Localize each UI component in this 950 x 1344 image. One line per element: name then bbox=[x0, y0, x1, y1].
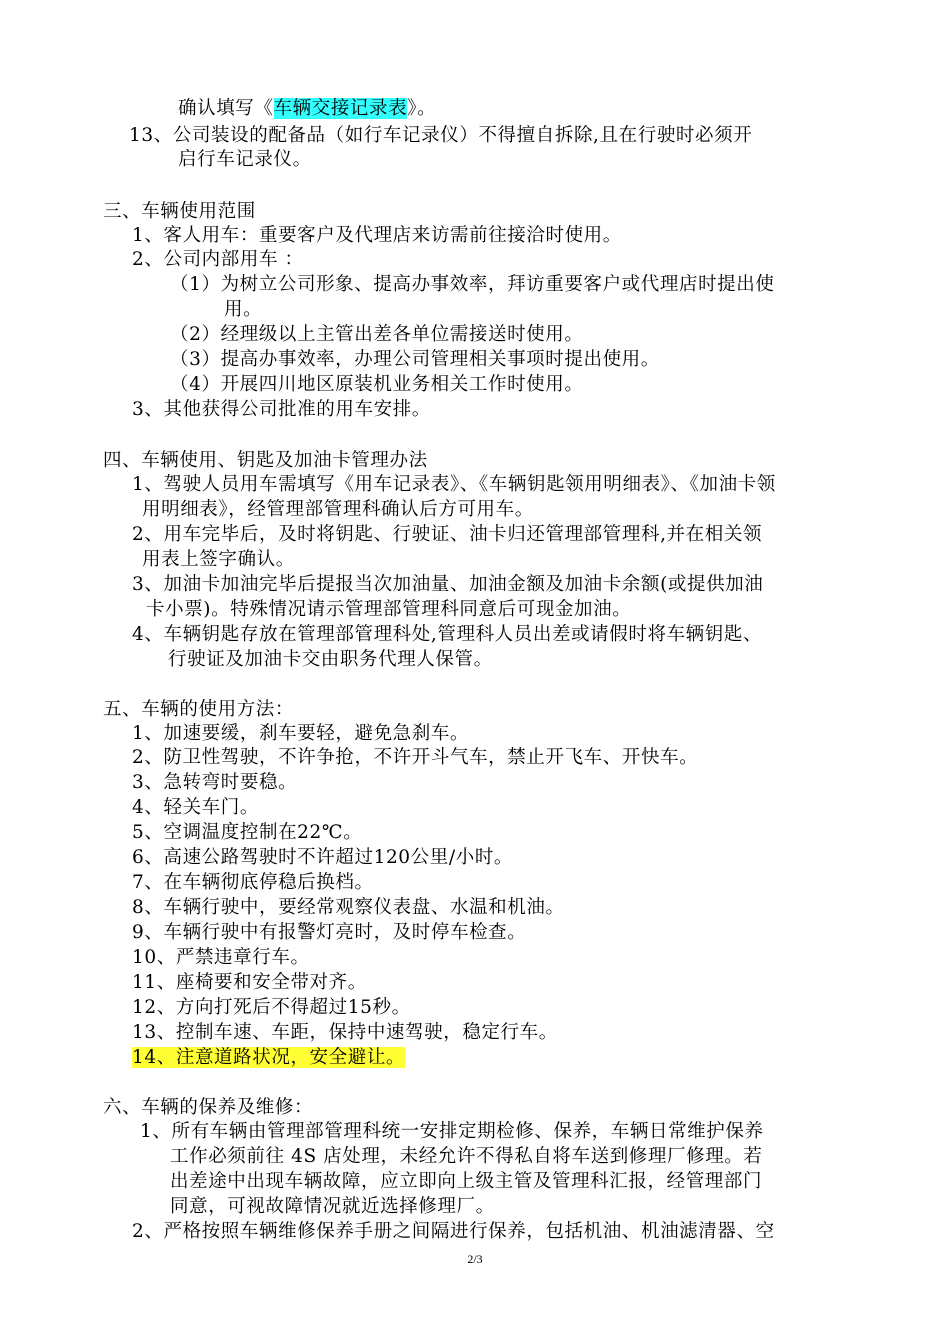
text-line bbox=[170, 1194, 495, 1220]
text-run: 三、车辆使用范围 bbox=[103, 201, 256, 222]
highlighted-text: 14、注意道路状况，安全避让。 bbox=[132, 1047, 406, 1068]
text-line bbox=[170, 1144, 763, 1170]
text-run: 启行车记录仪。 bbox=[178, 149, 312, 170]
text-line bbox=[129, 123, 752, 149]
text-line bbox=[132, 1045, 405, 1071]
text-line bbox=[170, 322, 583, 348]
text-run: 1、加速要缓，刹车要轻，避免急刹车。 bbox=[132, 723, 470, 744]
text-line bbox=[224, 297, 262, 323]
text-run: （1）为树立公司形象、提高办事效率，拜访重要客户或代理店时提出使 bbox=[170, 274, 775, 295]
text-run: 》。 bbox=[407, 98, 437, 119]
text-line bbox=[132, 920, 526, 946]
text-line bbox=[132, 970, 367, 996]
text-line bbox=[132, 795, 259, 821]
text-run: 11、座椅要和安全带对齐。 bbox=[132, 972, 367, 993]
text-run: 3、加油卡加油完毕后提报当次加油量、加油金额及加油卡余额(或提供加油 bbox=[132, 574, 764, 595]
text-run: 五、车辆的使用方法： bbox=[103, 699, 295, 720]
text-line bbox=[103, 448, 428, 474]
text-run: 6、高速公路驾驶时不许超过120公里/小时。 bbox=[132, 847, 514, 868]
text-run: 四、车辆使用、钥匙及加油卡管理办法 bbox=[103, 450, 428, 471]
text-run: 4、车辆钥匙存放在管理部管理科处,管理科人员出差或请假时将车辆钥匙、 bbox=[132, 624, 763, 645]
text-run: 5、空调温度控制在22℃。 bbox=[132, 822, 363, 843]
text-line bbox=[132, 1219, 775, 1245]
highlighted-text: 车辆交接记录表 bbox=[273, 98, 408, 119]
text-line bbox=[140, 1119, 764, 1145]
text-run: 用。 bbox=[224, 299, 263, 320]
text-line bbox=[132, 572, 763, 598]
text-line bbox=[132, 1020, 558, 1046]
text-line bbox=[132, 622, 762, 648]
text-run: （3）提高办事效率，办理公司管理相关事项时提出使用。 bbox=[170, 349, 660, 370]
text-run: 2、公司内部用车 ： bbox=[132, 249, 304, 270]
text-run: （4）开展四川地区原装机业务相关工作时使用。 bbox=[170, 374, 584, 395]
text-line bbox=[132, 223, 622, 249]
text-run: 六、车辆的保养及维修： bbox=[103, 1097, 314, 1118]
text-run: 1、所有车辆由管理部管理科统一安排定期检修、保养，车辆日常维护保养 bbox=[140, 1121, 764, 1142]
text-run: 3、急转弯时要稳。 bbox=[132, 772, 298, 793]
text-run: （2）经理级以上主管出差各单位需接送时使用。 bbox=[170, 324, 584, 345]
text-run: 1、客人用车：重要客户及代理店来访需前往接洽时使用。 bbox=[132, 225, 622, 246]
text-line bbox=[132, 945, 310, 971]
text-line bbox=[142, 547, 295, 573]
text-line bbox=[132, 247, 304, 273]
text-line bbox=[170, 1169, 762, 1195]
text-run: 工作必须前往 4S 店处理，未经允许不得私自将车送到修理厂修理。若 bbox=[170, 1146, 763, 1167]
text-line bbox=[132, 770, 297, 796]
text-line bbox=[132, 721, 469, 747]
text-run: 7、在车辆彻底停稳后换档。 bbox=[132, 872, 374, 893]
text-run: 卡小票)。特殊情况请示管理部管理科同意后可现金加油。 bbox=[146, 599, 632, 620]
text-line bbox=[170, 372, 583, 398]
text-line bbox=[103, 1095, 313, 1121]
text-line bbox=[132, 522, 762, 548]
text-line bbox=[168, 647, 493, 673]
text-run: 1、驾驶人员用车需填写《用车记录表》、《车辆钥匙领用明细表》、《加油卡领 bbox=[132, 474, 776, 495]
text-line bbox=[170, 347, 660, 373]
text-run: 行驶证及加油卡交由职务代理人保管。 bbox=[168, 649, 493, 670]
text-run: 确认填写《 bbox=[178, 98, 274, 119]
text-line bbox=[170, 272, 774, 298]
text-line bbox=[103, 697, 294, 723]
text-run: 13、公司装设的配备品（如行车记录仪）不得擅自拆除,且在行驶时必须开 bbox=[129, 125, 753, 146]
text-line bbox=[146, 597, 631, 623]
text-line bbox=[142, 497, 534, 523]
text-line bbox=[103, 199, 256, 225]
text-line bbox=[132, 870, 374, 896]
text-run: 用表上签字确认。 bbox=[142, 549, 295, 570]
text-run: 出差途中出现车辆故障，应立即向上级主管及管理科汇报，经管理部门 bbox=[170, 1171, 763, 1192]
text-run: 10、严禁违章行车。 bbox=[132, 947, 310, 968]
text-run: 用明细表》，经管理部管理科确认后方可用车。 bbox=[142, 499, 534, 520]
text-line bbox=[132, 995, 411, 1021]
text-run: 13、控制车速、车距，保持中速驾驶，稳定行车。 bbox=[132, 1022, 558, 1043]
text-line bbox=[178, 96, 436, 122]
text-line bbox=[132, 397, 431, 423]
text-run: 同意，可视故障情况就近选择修理厂。 bbox=[170, 1196, 495, 1217]
text-run: 9、车辆行驶中有报警灯亮时，及时停车检查。 bbox=[132, 922, 527, 943]
text-line bbox=[132, 895, 565, 921]
text-line bbox=[132, 745, 698, 771]
text-run: 12、方向打死后不得超过15秒。 bbox=[132, 997, 411, 1018]
text-run: 3、其他获得公司批准的用车安排。 bbox=[132, 399, 431, 420]
page-number: 2/3 bbox=[467, 1252, 483, 1266]
text-line bbox=[132, 472, 776, 498]
text-run: 2、防卫性驾驶，不许争抢，不许开斗气车，禁止开飞车、开快车。 bbox=[132, 747, 699, 768]
text-run: 2、用车完毕后，及时将钥匙、行驶证、油卡归还管理部管理科,并在相关领 bbox=[132, 524, 763, 545]
text-run: 8、车辆行驶中，要经常观察仪表盘、水温和机油。 bbox=[132, 897, 565, 918]
text-run: 4、轻关车门。 bbox=[132, 797, 259, 818]
text-run: 2、严格按照车辆维修保养手册之间隔进行保养，包括机油、机油滤清器、空 bbox=[132, 1221, 775, 1242]
text-line bbox=[132, 820, 362, 846]
text-line bbox=[132, 845, 513, 871]
text-line bbox=[178, 147, 312, 173]
